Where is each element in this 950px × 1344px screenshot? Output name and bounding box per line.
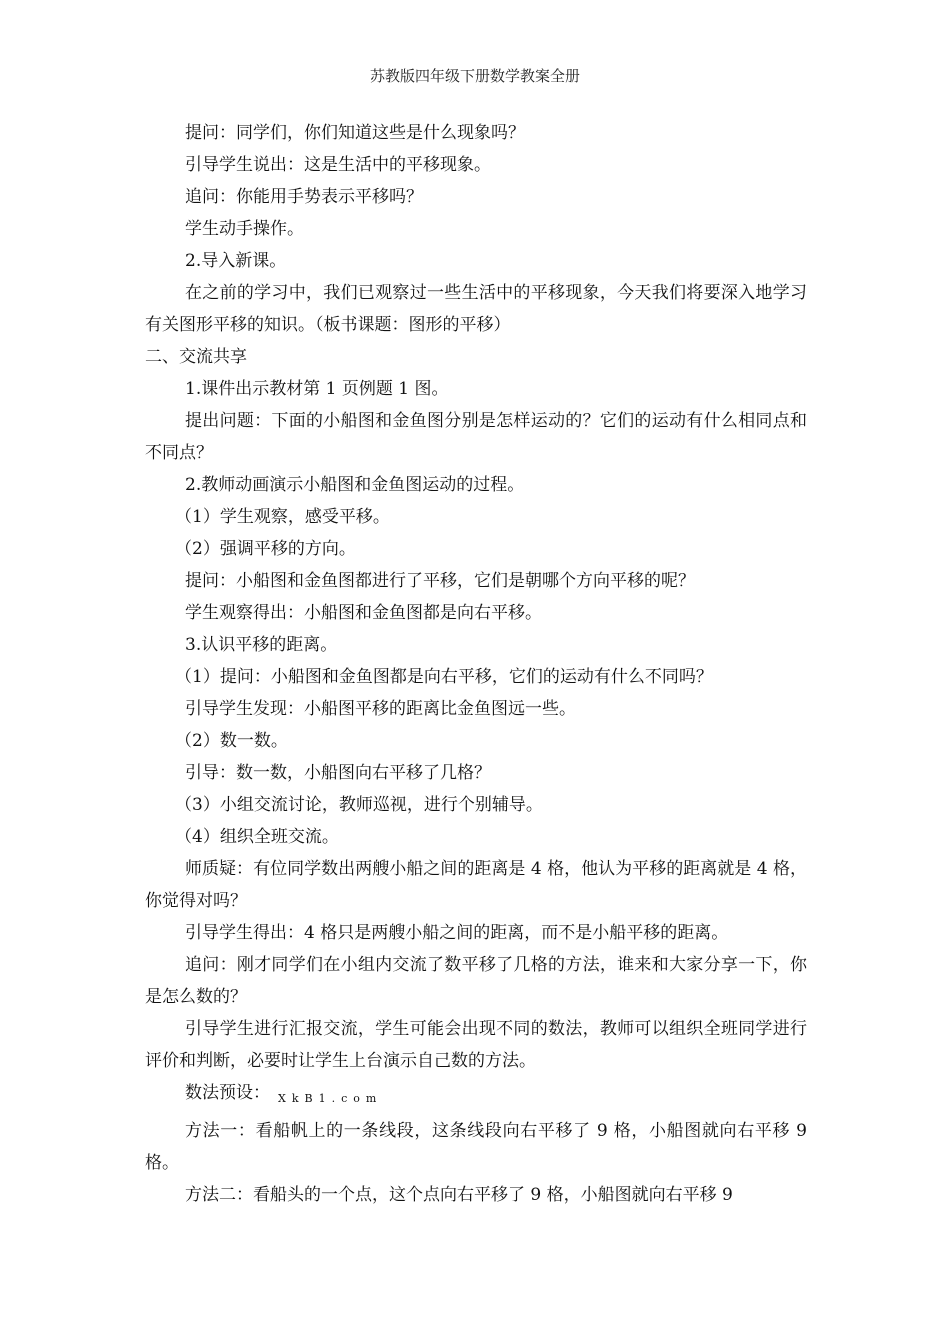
paragraph: 2.教师动画演示小船图和金鱼图运动的过程。 — [185, 475, 525, 495]
paragraph: 方法二：看船头的一个点，这个点向右平移了 9 格，小船图就向右平移 9 — [185, 1185, 733, 1205]
paragraph: 在之前的学习中，我们已观察过一些生活中的平移现象，今天我们将要深入地学习有关图形平移的知识。（板书课题：图形的平移） — [145, 283, 807, 335]
lesson-body — [145, 117, 807, 1211]
paragraph: 引导学生进行汇报交流，学生可能会出现不同的数法，教师可以组织全班同学进行评价和判断，必要时让学生上台演示自己数的方法。 — [145, 1019, 807, 1071]
paragraph: 3.认识平移的距离。 — [185, 635, 338, 655]
watermark-text: XkB1.com — [278, 1092, 383, 1105]
paragraph: （3）小组交流讨论，教师巡视，进行个别辅导。 — [175, 795, 543, 815]
paragraph: 提问：小船图和金鱼图都进行了平移，它们是朝哪个方向平移的呢？ — [185, 571, 695, 591]
page-header: 苏教版四年级下册数学教案全册 — [369, 67, 580, 85]
paragraph: 师质疑：有位同学数出两艘小船之间的距离是 4 格，他认为平移的距离就是 4 格，你觉得对吗？ — [145, 859, 807, 911]
paragraph: 追问：你能用手势表示平移吗？ — [185, 187, 423, 207]
paragraph: 引导学生得出：4 格只是两艘小船之间的距离，而不是小船平移的距离。 — [185, 923, 729, 943]
paragraph: 学生观察得出：小船图和金鱼图都是向右平移。 — [185, 603, 542, 623]
paragraph: 提问：同学们，你们知道这些是什么现象吗？ — [185, 123, 525, 143]
paragraph: 引导学生说出：这是生活中的平移现象。 — [185, 155, 491, 175]
paragraph: 引导：数一数，小船图向右平移了几格？ — [185, 763, 491, 783]
section-heading: 二、交流共享 — [145, 347, 247, 367]
paragraph-text: 数法预设： — [185, 1083, 270, 1103]
paragraph: 提出问题：下面的小船图和金鱼图分别是怎样运动的？它们的运动有什么相同点和不同点？ — [145, 411, 807, 463]
paragraph — [145, 1077, 807, 1115]
paragraph: （4）组织全班交流。 — [175, 827, 339, 847]
paragraph: 引导学生发现：小船图平移的距离比金鱼图远一些。 — [185, 699, 576, 719]
paragraph: （2）数一数。 — [175, 731, 288, 751]
paragraph: 追问：刚才同学们在小组内交流了数平移了几格的方法，谁来和大家分享一下，你是怎么数的？ — [145, 955, 807, 1007]
paragraph: 方法一：看船帆上的一条线段，这条线段向右平移了 9 格，小船图就向右平移 9 格。 — [145, 1121, 807, 1173]
paragraph: 学生动手操作。 — [185, 219, 304, 239]
paragraph: 1.课件出示教材第 1 页例题 1 图。 — [185, 379, 449, 399]
paragraph: 2.导入新课。 — [185, 251, 287, 271]
paragraph: （1）学生观察，感受平移。 — [175, 507, 390, 527]
paragraph: （2）强调平移的方向。 — [175, 539, 356, 559]
paragraph: （1）提问：小船图和金鱼图都是向右平移，它们的运动有什么不同吗？ — [175, 667, 713, 687]
